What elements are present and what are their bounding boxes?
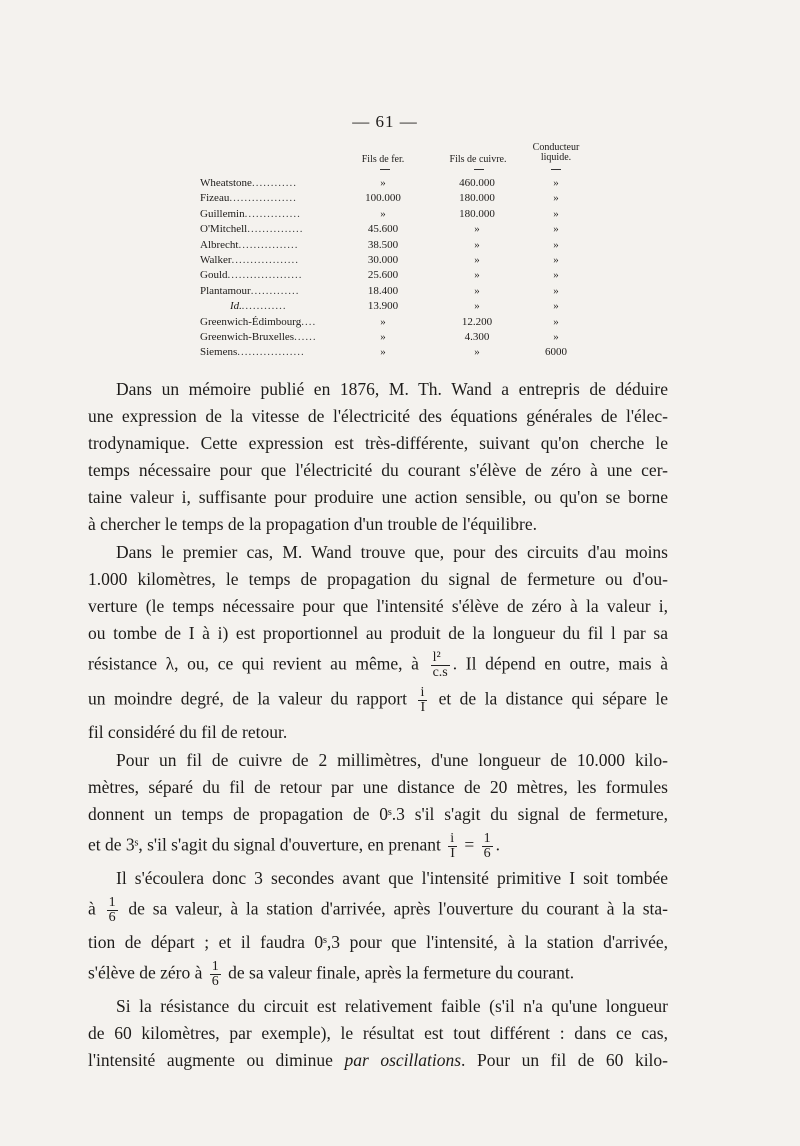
observer-label: O'Mitchell (200, 223, 248, 236)
leader-dots: ............ (241, 300, 287, 313)
cell-fils-de-fer: 13.900 (367, 300, 399, 313)
cell-fils-de-fer: » (380, 177, 386, 189)
table-row (200, 284, 620, 299)
frac-numerator: 1 (108, 895, 116, 910)
observer-label: Guillemin (200, 207, 245, 220)
observer-label: Fizeau (200, 192, 230, 205)
table-row (200, 207, 620, 222)
p2-line-7: fil considéré du fil de retour. (88, 722, 288, 742)
paragraph-1 (88, 378, 668, 536)
p2-line-5b: . Il dépend en outre, mais à (452, 653, 668, 674)
header-rule-cuivre (474, 169, 484, 170)
row-observer-name (200, 238, 344, 253)
row-observer-name (200, 268, 344, 283)
cell-conducteur-liquide: » (553, 207, 559, 220)
header-fils-de-cuivre: Fils de cuivre. (449, 154, 507, 165)
cell-fils-de-fer: 18.400 (367, 284, 399, 297)
cell-fils-de-cuivre: 4.300 (464, 330, 490, 343)
cell-conducteur-liquide: 6000 (545, 346, 567, 359)
frac-denominator: I (420, 700, 426, 715)
cell-fils-de-cuivre: 460.000 (459, 177, 495, 189)
cell-fils-de-cuivre: » (474, 300, 480, 313)
cell-fils-de-cuivre: 12.200 (461, 315, 493, 328)
p5-line-2: de 60 kilomètres, par exemple), le résultat est tout différent : dans ce cas, (88, 1023, 668, 1043)
p5-line-3b: . Pour un fil de 60 kilo- (461, 1050, 668, 1070)
p1-line-2: une expression de la vitesse de l'électricité des équations générales de l'élec- (88, 406, 668, 426)
observer-label: Gould (200, 269, 228, 282)
header-rule-fer (380, 169, 390, 170)
p4-line-2 (88, 896, 668, 925)
table-row (200, 345, 620, 360)
row-observer-name (200, 345, 344, 360)
frac-numerator: i (418, 686, 427, 701)
fraction-1-over-6 (107, 896, 118, 925)
cell-conducteur-liquide: » (553, 177, 559, 189)
p4-line-1: Il s'écoulera donc 3 secondes avant que l'intensité primitive I soit tombée (116, 868, 668, 888)
cell-fils-de-cuivre: » (474, 238, 480, 251)
equals-sign: = (464, 834, 475, 855)
p1-line-6: à chercher le temps de la propagation d'un trouble de l'équilibre. (88, 514, 537, 534)
p1-line-5: taine valeur i, suffisante pour produire une action sensible, ou qu'on se borne (88, 487, 668, 507)
p2-line-6b: et de la distance qui sépare le (438, 688, 668, 709)
velocity-table (200, 138, 620, 361)
header-fils-de-fer: Fils de fer. (361, 154, 405, 165)
table-row (200, 330, 620, 345)
p2-line-5a: résistance λ, ou, ce qui revient au même, à (88, 653, 419, 674)
header-conducteur-line1: Conducteur (532, 142, 580, 153)
frac-numerator: 1 (483, 831, 491, 846)
paragraph-4 (88, 867, 668, 989)
cell-conducteur-liquide: » (553, 238, 559, 251)
p1-line-1: Dans un mémoire publié en 1876, M. Th. Wand a entrepris de déduire (116, 379, 668, 399)
cell-fils-de-cuivre: » (474, 284, 480, 297)
cell-fils-de-cuivre: » (474, 346, 480, 359)
cell-conducteur-liquide: » (553, 269, 559, 282)
cell-conducteur-liquide: » (553, 192, 559, 205)
frac-numerator: i (448, 832, 457, 847)
leader-dots: ................ (238, 238, 299, 251)
leader-dots: .... (301, 315, 317, 328)
cell-fils-de-cuivre: » (474, 269, 480, 282)
p4-line-2a: à (88, 898, 96, 919)
p5-line-3a: l'intensité augmente ou diminue (88, 1050, 333, 1070)
fraction-l2-over-cs (431, 651, 450, 680)
cell-conducteur-liquide: » (553, 330, 559, 343)
observer-label: Albrecht (200, 238, 239, 251)
p2-line-6 (88, 686, 668, 715)
header-rule-liquide (551, 169, 561, 170)
leader-dots: .................. (237, 346, 305, 359)
p3-line-4 (88, 832, 668, 861)
leader-dots: .................. (231, 253, 299, 266)
row-observer-name (200, 284, 344, 299)
cell-fils-de-fer: » (380, 330, 386, 343)
p2-line-4: ou tombe de I à i) est proportionnel au produit de la longueur du fil l par sa (88, 623, 668, 643)
cell-fils-de-fer: 25.600 (367, 269, 399, 282)
p3-line-4b: . (495, 834, 500, 855)
leader-dots: .................... (227, 269, 303, 282)
cell-fils-de-fer: 30.000 (367, 253, 399, 266)
row-observer-name (200, 253, 344, 268)
observer-label: Greenwich-Édimbourg (200, 315, 302, 328)
leader-dots: ............. (250, 284, 300, 297)
p2-line-6a: un moindre degré, de la valeur du rapport (88, 688, 408, 709)
frac-denominator: 6 (108, 910, 116, 925)
frac-denominator: 6 (483, 846, 491, 861)
table-row (200, 222, 620, 237)
p1-line-4: temps nécessaire pour que l'électricité du courant s'élève de zéro à une cer- (88, 460, 668, 480)
cell-conducteur-liquide: » (553, 223, 559, 236)
body-text (88, 378, 668, 1077)
table-row (200, 299, 620, 314)
frac-denominator: c.s (432, 665, 448, 680)
cell-conducteur-liquide: » (553, 253, 559, 266)
p5-line-1: Si la résistance du circuit est relativement faible (s'il n'a qu'une longueur (116, 996, 668, 1016)
paragraph-3 (88, 749, 668, 861)
table-row (200, 176, 620, 191)
leader-dots: ............... (244, 207, 301, 220)
paragraph-5 (88, 995, 668, 1072)
cell-conducteur-liquide: » (553, 315, 559, 328)
cell-fils-de-cuivre: » (474, 223, 480, 236)
paragraph-2 (88, 541, 668, 744)
table-row (200, 238, 620, 253)
cell-fils-de-cuivre: 180.000 (459, 207, 495, 220)
page-number: — 61 — (352, 112, 418, 131)
cell-fils-de-fer: » (380, 207, 386, 220)
frac-denominator: 6 (211, 974, 219, 989)
frac-numerator: 1 (211, 959, 219, 974)
cell-fils-de-cuivre: » (474, 253, 480, 266)
fraction-i-over-I (448, 832, 457, 861)
cell-fils-de-cuivre: 180.000 (459, 192, 495, 205)
observer-label: Walker (200, 253, 232, 266)
table-row (200, 191, 620, 206)
observer-label: Id. (230, 300, 242, 313)
p4-line-4a: s'élève de zéro à (88, 962, 203, 983)
p2-line-2: 1.000 kilomètres, le temps de propagation du signal de fermeture ou d'ou- (88, 569, 668, 589)
p2-line-3: verture (le temps nécessaire pour que l'intensité s'élève de zéro à la valeur i, (88, 596, 668, 616)
row-observer-name (200, 176, 344, 191)
p1-line-3: trodynamique. Cette expression est très-différente, suivant qu'on cherche le (88, 433, 668, 453)
table-header (200, 138, 620, 176)
p3-line-3: donnent un temps de propagation de 0ˢ.3 s'il s'agit du signal de fermeture, (88, 804, 668, 824)
header-conducteur-liquide (522, 143, 590, 163)
row-observer-name (200, 330, 344, 345)
cell-conducteur-liquide: » (553, 300, 559, 313)
p5-emphasis: par oscillations (344, 1050, 462, 1070)
p3-line-1: Pour un fil de cuivre de 2 millimètres, d'une longueur de 10.000 kilo- (116, 750, 668, 770)
cell-fils-de-fer: 38.500 (367, 238, 399, 251)
leader-dots: ............ (251, 177, 297, 189)
observer-label: Plantamour (200, 284, 251, 297)
cell-fils-de-fer: 45.600 (367, 223, 399, 236)
table-body (200, 176, 620, 361)
cell-conducteur-liquide: » (553, 284, 559, 297)
table-row (200, 253, 620, 268)
header-conducteur-line2: liquide. (540, 152, 572, 163)
observer-label: Siemens (200, 346, 238, 359)
p5-line-3 (88, 1049, 668, 1072)
p4-line-2b: de sa valeur, à la station d'arrivée, après l'ouverture du courant à la sta- (128, 898, 668, 919)
frac-numerator: l² (431, 651, 450, 666)
leader-dots: .................. (229, 192, 297, 205)
row-observer-name (200, 315, 344, 330)
fraction-1-over-6 (210, 960, 221, 989)
cell-fils-de-fer: » (380, 315, 386, 328)
frac-denominator: I (450, 846, 455, 861)
leader-dots: ............... (247, 223, 304, 236)
table-row (200, 268, 620, 283)
fraction-i-over-I (418, 686, 427, 715)
row-observer-name (200, 222, 344, 237)
p4-line-4b: de sa valeur finale, après la fermeture du courant. (228, 962, 575, 983)
p4-line-4 (88, 960, 668, 989)
observer-label: Wheatstone (200, 177, 252, 189)
p3-line-4a: et de 3ˢ, s'il s'agit du signal d'ouverture, en prenant (88, 834, 441, 855)
fraction-1-over-6 (482, 832, 493, 861)
row-observer-name (200, 191, 344, 206)
p4-line-3: tion de départ ; et il faudra 0ˢ,3 pour que l'intensité, à la station d'arrivée, (88, 932, 668, 952)
cell-fils-de-fer: » (380, 346, 386, 359)
observer-label: Greenwich-Bruxelles (200, 330, 295, 343)
table-row (200, 315, 620, 330)
p2-line-5 (88, 651, 668, 680)
leader-dots: ...... (294, 330, 317, 343)
p3-line-2: mètres, séparé du fil de retour par une distance de 20 mètres, les formules (88, 777, 668, 797)
row-observer-name (200, 207, 344, 222)
p2-line-1: Dans le premier cas, M. Wand trouve que, pour des circuits d'au moins (116, 542, 668, 562)
cell-fils-de-fer: 100.000 (365, 192, 401, 205)
